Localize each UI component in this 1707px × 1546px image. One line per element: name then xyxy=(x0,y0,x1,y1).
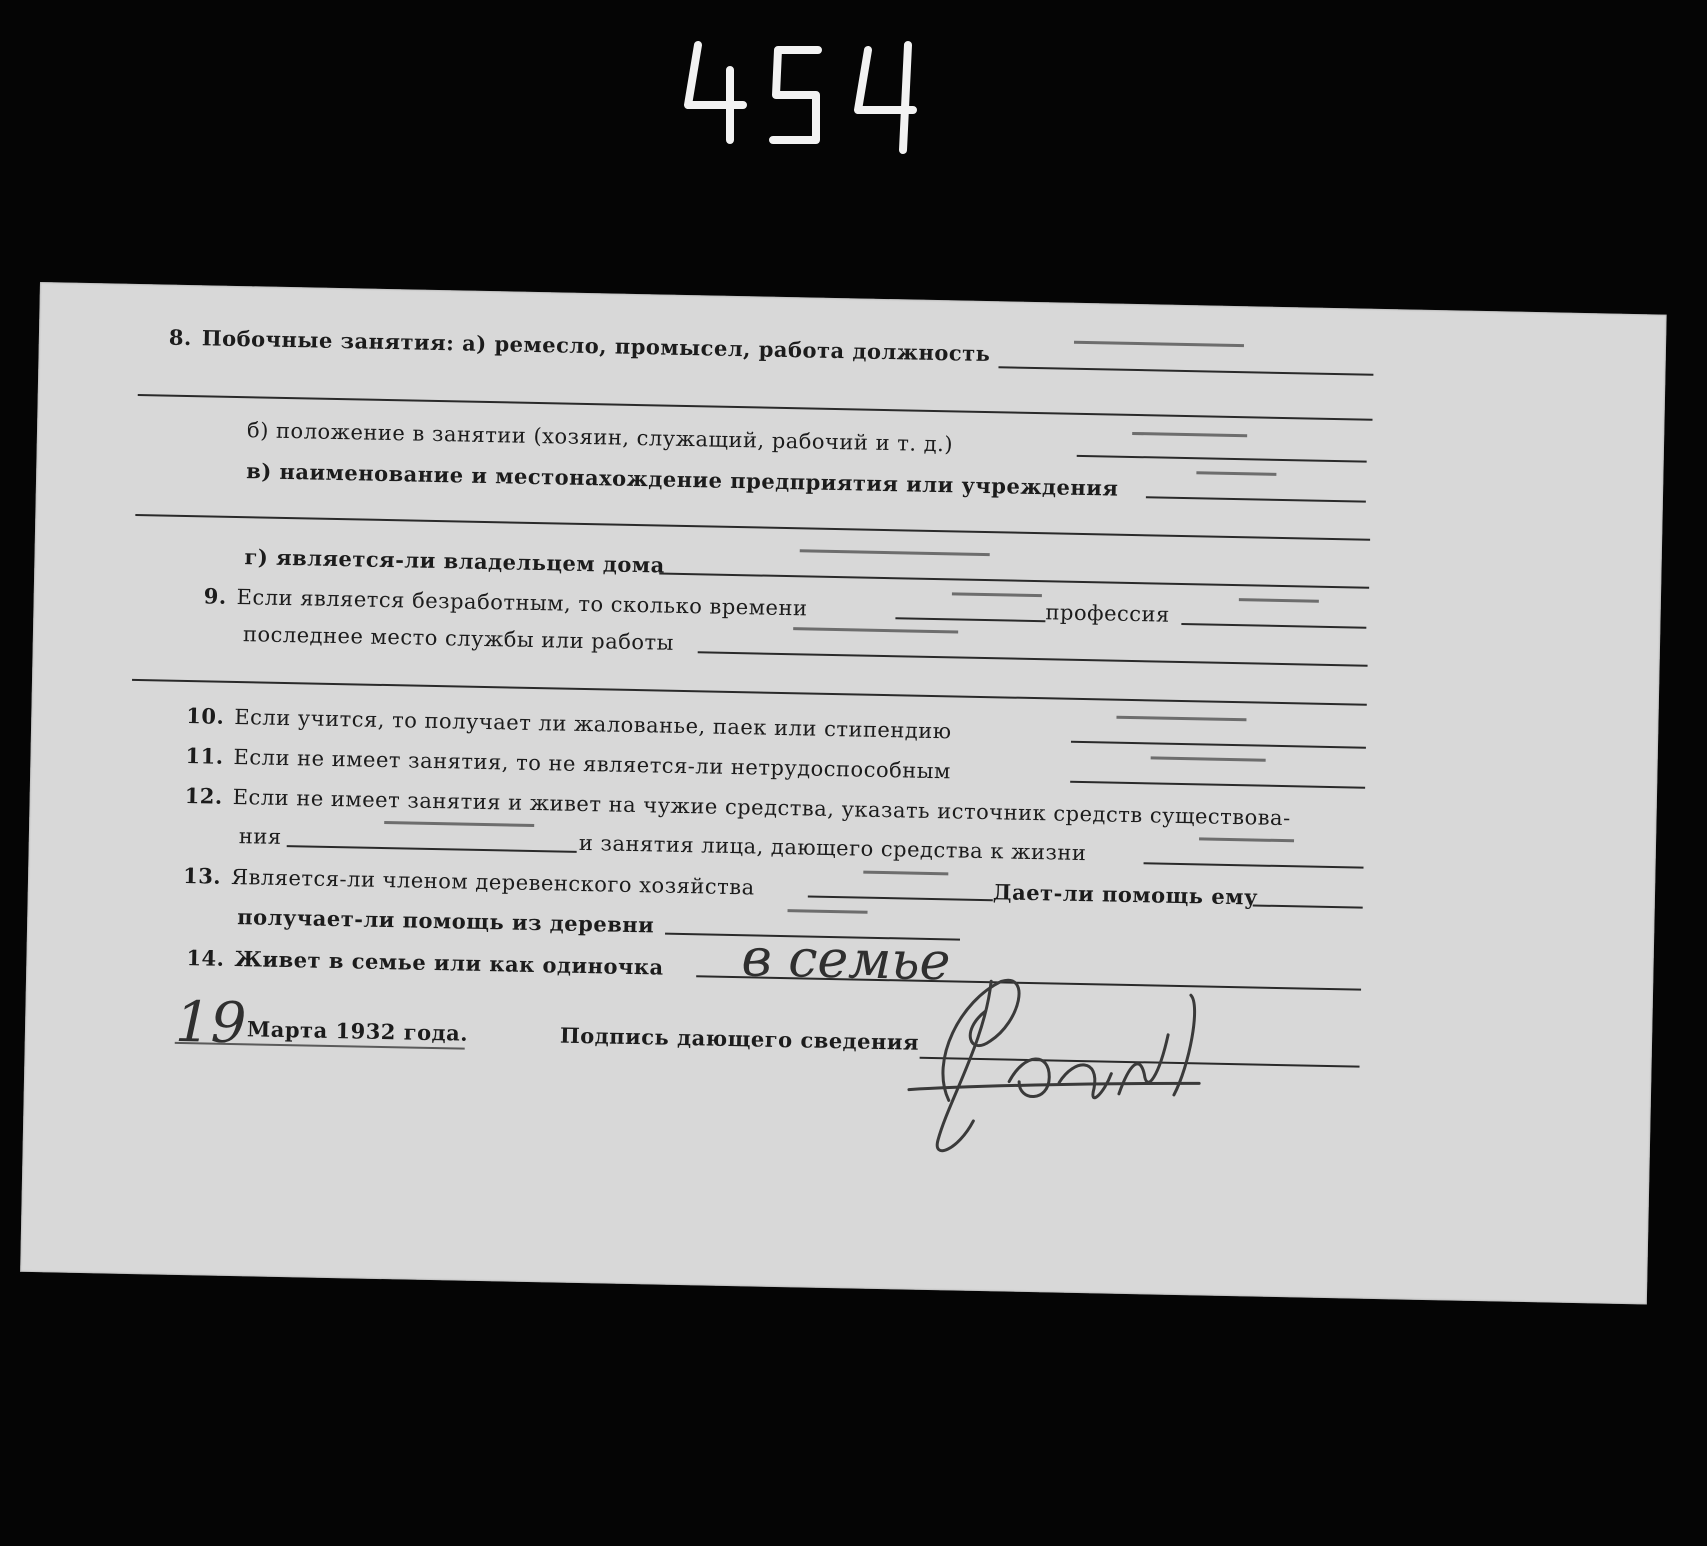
q8-line xyxy=(169,325,991,366)
q14-number: 14. xyxy=(186,945,225,971)
q13-receives: получает-ли помощь из деревни xyxy=(237,904,655,938)
footer-date-day: 19 xyxy=(174,989,248,1057)
q12-cont-b: и занятия лица, дающего средства к жизни xyxy=(578,830,1087,866)
q8c-answer-rule xyxy=(1146,496,1366,502)
archive-page-number xyxy=(668,30,928,160)
q9-number: 9. xyxy=(203,583,227,609)
q8c-line: в) наименование и местонахождение предприятия или учреждения xyxy=(246,458,1119,501)
q9-last-place-rule xyxy=(698,651,1368,666)
q11-label: Если не имеет занятия, то не является-ли нетрудоспособным xyxy=(233,744,952,784)
q13-label: Является-ли членом деревенского хозяйства xyxy=(230,864,755,900)
q9-profession-label: профессия xyxy=(1045,600,1171,627)
q10-number: 10. xyxy=(186,703,225,729)
q14-handwritten-answer: в семье xyxy=(740,928,952,993)
q10-line xyxy=(186,703,952,743)
q12-number: 12. xyxy=(184,783,224,809)
q12-person-pencil xyxy=(1199,837,1294,842)
q11-line xyxy=(185,743,951,783)
footer-signature-label: Подпись дающего сведения xyxy=(559,1022,920,1055)
q8c-second-rule xyxy=(135,514,1370,541)
q10-pencil-dash xyxy=(1116,716,1246,722)
q9-profession-pencil xyxy=(1239,598,1319,603)
q9-profession-rule xyxy=(1181,623,1366,629)
q14-line xyxy=(186,945,664,980)
q8-label: Побочные занятия: а) ремесло, промысел, работа должность xyxy=(201,325,991,367)
q13-member-rule xyxy=(808,896,993,902)
q13-receives-pencil xyxy=(788,909,868,914)
q8-number: 8. xyxy=(168,324,193,351)
q12-line xyxy=(184,783,1290,830)
q8d-answer-rule xyxy=(659,572,1369,588)
q12-source-rule xyxy=(287,845,577,853)
q12-cont-a: ния xyxy=(238,824,282,849)
q9-line xyxy=(203,583,807,620)
q11-pencil-dash xyxy=(1151,756,1266,761)
q13-number: 13. xyxy=(182,862,222,889)
q12-label: Если не имеет занятия и живет на чужие средства, указать источник средств существова- xyxy=(232,784,1291,831)
handwritten-signature xyxy=(887,939,1212,1195)
q9-last-place-pencil xyxy=(793,627,958,633)
q11-number: 11. xyxy=(185,743,224,769)
q9-pencil-dash xyxy=(952,592,1042,597)
questionnaire-card xyxy=(20,282,1667,1304)
q11-answer-rule xyxy=(1070,781,1365,789)
q10-label: Если учится, то получает ли жалованье, паек или стипендию xyxy=(234,704,952,744)
footer-month-year: Марта 1932 года. xyxy=(246,1016,469,1046)
q8c-pencil-dash xyxy=(1196,471,1276,476)
q8b-line: б) положение в занятии (хозяин, служащий, рабочий и т. д.) xyxy=(246,418,954,457)
q8d-line: г) является-ли владельцем дома xyxy=(244,544,666,578)
signature-scribble xyxy=(887,939,1212,1195)
q10-answer-rule xyxy=(1071,741,1366,749)
q8b-answer-rule xyxy=(1077,455,1367,463)
q13-help-rule xyxy=(1253,904,1363,908)
q8-pencil-dash xyxy=(1074,341,1244,347)
q8-answer-rule xyxy=(998,366,1373,376)
q8d-pencil-dash xyxy=(800,549,990,556)
q8b-pencil-dash xyxy=(1132,432,1247,437)
q9-second-rule xyxy=(132,679,1367,706)
page-number-handwriting xyxy=(668,30,928,160)
q12-person-rule xyxy=(1144,862,1364,868)
q13-help-label: Дает-ли помощь ему xyxy=(992,879,1259,910)
q12-source-pencil xyxy=(384,821,534,827)
q9-last-place: последнее место службы или работы xyxy=(242,622,675,655)
q13-member-pencil xyxy=(863,871,948,876)
q9-time-rule xyxy=(895,617,1045,622)
q9-label: Если является безработным, то сколько времени xyxy=(236,585,808,621)
q8-second-rule xyxy=(138,394,1373,421)
q14-label: Живет в семье или как одиночка xyxy=(234,946,664,980)
q13-line xyxy=(183,863,755,899)
